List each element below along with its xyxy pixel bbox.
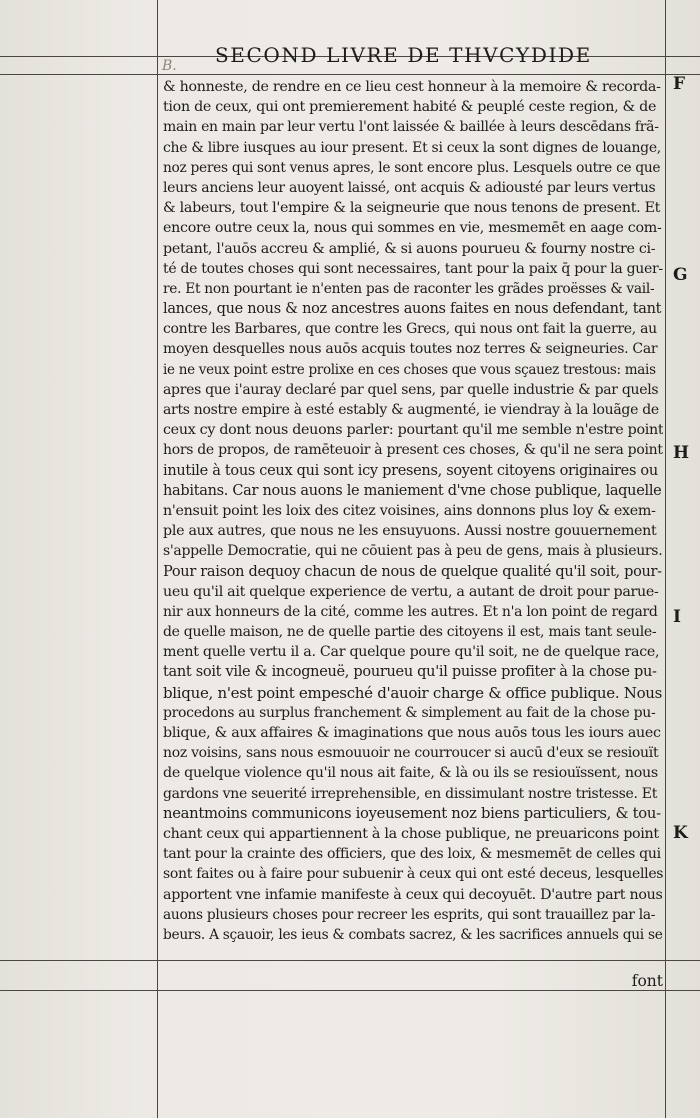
header-rule-lower <box>0 74 700 75</box>
text-line: petant, l'auōs accreu & amplié, & si auons pourueu & fourny nostre ci- <box>163 240 656 257</box>
text-line: apportent vne infamie manifeste à ceux qui decoyuēt. D'autre part nous <box>163 886 663 903</box>
text-line: main en main par leur vertu l'ont laissée & baillée à leurs descēdans frã- <box>163 119 659 136</box>
text-line: leurs anciens leur auoyent laissé, ont acquis & adiousté par leurs vertus <box>163 179 656 196</box>
margin-letter-i: I <box>673 607 681 627</box>
left-column-rule <box>157 0 158 1118</box>
text-line: lances, que nous & noz ancestres auons faites en nous defendant, tant <box>163 301 662 318</box>
text-line: blique, & aux affaires & imaginations que nous auōs tous les iours auec <box>163 725 661 741</box>
text-line: n'ensuit point les loix des citez voisines, ains donnons plus loy & exem- <box>163 502 656 519</box>
text-line: inutile à tous ceux qui sont icy presens, soyent citoyens originaires ou <box>163 462 658 479</box>
text-line: chant ceux qui appartiennent à la chose publique, ne preuaricons point <box>163 825 659 842</box>
text-line: de quelle maison, ne de quelle partie des citoyens il est, mais tant seule- <box>163 624 657 641</box>
text-line: encore outre ceux la, nous qui sommes en vie, mesmemēt en aage com- <box>163 220 662 237</box>
text-line: beurs. A sçauoir, les ieus & combats sacrez, & les sacrifices annuels qui se <box>163 926 663 943</box>
text-line: s'appelle Democratie, qui ne cōuient pas à peu de gens, mais à plusieurs. <box>163 543 663 560</box>
text-line: nir aux honneurs de la cité, comme les autres. Et n'a lon point de regard <box>163 603 658 620</box>
margin-letter-g: G <box>673 265 688 285</box>
text-line: che & libre iusques au iour present. Et si ceux la sont dignes de louange, <box>163 139 661 156</box>
text-line: Pour raison dequoy chacun de nous de quelque qualité qu'il soit, pour- <box>163 563 662 580</box>
text-line: gardons vne seuerité irreprehensible, en dissimulant nostre tristesse. Et <box>163 785 658 802</box>
text-line: blique, n'est point empesché d'auoir charge & office publique. Nous <box>163 683 663 702</box>
text-line: re. Et non pourtant ie n'enten pas de raconter les grãdes proësses & vail- <box>163 280 655 297</box>
text-line: hors de propos, de ramēteuoir à present ces choses, & qu'il ne sera point <box>163 442 663 459</box>
text-line: contre les Barbares, que contre les Grecs, qui nous ont fait la guerre, au <box>163 321 657 338</box>
text-line: noz voisins, sans nous esmouuoir ne courroucer si aucū d'eux se resiouït <box>163 745 659 762</box>
text-line: té de toutes choses qui sont necessaires, tant pour la paix q̄ pour la guer- <box>163 260 663 277</box>
text-line: ceux cy dont nous deuons parler: pourtant qu'il me semble n'estre point <box>163 422 663 439</box>
margin-letter-f: F <box>673 74 686 94</box>
text-line: arts nostre empire à esté estably & augmenté, ie viendray à la louãge de <box>163 402 659 418</box>
right-column-rule <box>665 0 666 1118</box>
margin-letter-k: K <box>673 823 688 843</box>
text-line: tant soit vile & incogneuë, pourueu qu'il puisse profiter à la chose pu- <box>163 664 657 681</box>
text-line: & labeurs, tout l'empire & la seigneurie que nous tenons de present. Et <box>163 200 661 217</box>
text-line: moyen desquelles nous auōs acquis toutes noz terres & seigneuries. Car <box>163 341 658 358</box>
folio-mark: B. <box>162 58 177 74</box>
text-line: ie ne veux point estre prolixe en ces choses que vous sçauez trestous: mais <box>163 361 656 378</box>
text-line: tant pour la crainte des officiers, que des loix, & mesmemēt de celles qui <box>163 846 661 863</box>
text-line: tion de ceux, qui ont premierement habité & peuplé ceste region, & de <box>163 99 657 116</box>
text-line: habitans. Car nous auons le maniement d'vne chose publique, laquelle <box>163 482 662 499</box>
text-line: ple aux autres, que nous ne les ensuyuons. Aussi nostre gouuernement <box>163 523 657 540</box>
catchword: font <box>631 972 663 990</box>
running-head: SECOND LIVRE DE THVCYDIDE <box>215 43 592 67</box>
text-line: noz peres qui sont venus apres, le sont encore plus. Lesquels outre ce que <box>163 159 661 176</box>
body-text <box>163 77 663 945</box>
text-line: neantmoins communicons ioyeusement noz biens particuliers, & tou- <box>163 804 661 822</box>
text-line: ment quelle vertu il a. Car quelque poure qu'il soit, ne de quelque race, <box>163 644 660 661</box>
text-line: auons plusieurs choses pour recreer les esprits, qui sont trauaillez par la- <box>163 906 656 923</box>
footer-rule-lower <box>0 990 700 991</box>
text-line: ueu qu'il ait quelque experience de vertu, a autant de droit pour parue- <box>163 583 659 600</box>
text-line: & honneste, de rendre en ce lieu cest honneur à la memoire & recorda- <box>163 79 661 95</box>
text-line: de quelque violence qu'il nous ait faite, & là ou ils se resiouïssent, nous <box>163 765 658 782</box>
footer-rule <box>0 960 700 961</box>
margin-letter-h: H <box>673 443 690 463</box>
text-line: sont faites ou à faire pour subuenir à ceux qui ont esté deceus, lesquelles <box>163 866 663 883</box>
text-line: procedons au surplus franchement & simplement au fait de la chose pu- <box>163 704 656 721</box>
text-line: apres que i'auray declaré par quel sens, par quelle industrie & par quels <box>163 381 659 398</box>
